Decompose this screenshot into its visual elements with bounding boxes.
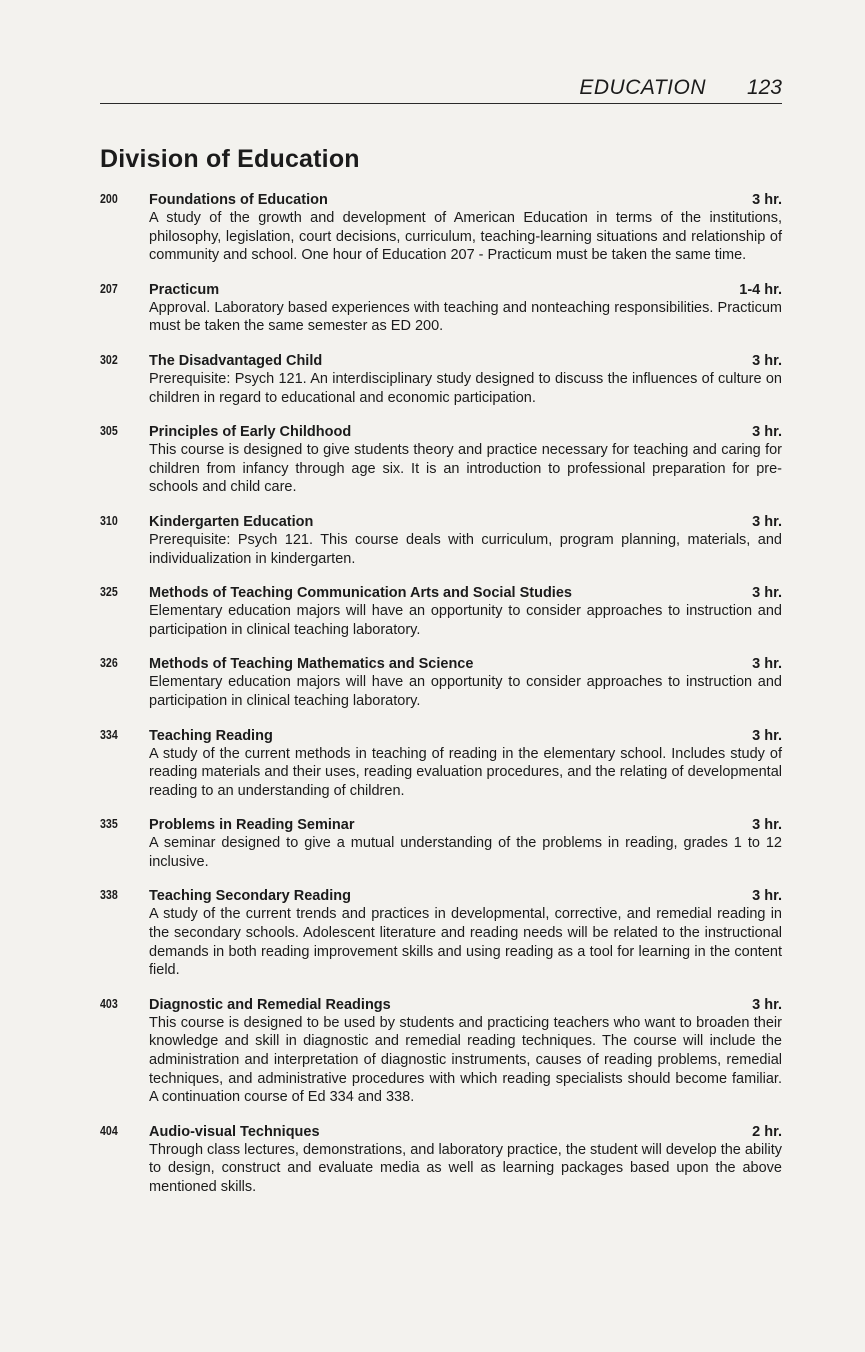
course-hours: 2 hr. xyxy=(752,1123,782,1140)
course-heading xyxy=(149,887,782,905)
course-hours: 3 hr. xyxy=(752,424,782,441)
course-number: 325 xyxy=(100,585,118,600)
course-number: 403 xyxy=(100,996,118,1011)
course-heading xyxy=(149,513,782,531)
running-header xyxy=(100,76,782,104)
page-number: 123 xyxy=(746,76,782,99)
course-description: A study of the growth and development of American Education in terms of the institutions, philosophy, legislation, court decisions, curriculum, teaching-learning situations and relationship of community and school. One hour of Education 207 - Practicum must be taken the same time. xyxy=(149,210,782,264)
course-number: 310 xyxy=(100,513,118,528)
course-description: Elementary education majors will have an opportunity to consider approaches to instruction and participation in clinical teaching laboratory. xyxy=(149,674,782,709)
course-number: 334 xyxy=(100,727,118,742)
course-heading xyxy=(149,352,782,370)
course-description: Approval. Laboratory based experiences with teaching and nonteaching responsibilities. Practicum must be taken the same semester as ED 200. xyxy=(149,299,782,335)
course-hours: 1-4 hr. xyxy=(739,281,782,298)
course-description: Prerequisite: Psych 121. This course deals with curriculum, program planning, materials, and individualization in kindergarten. xyxy=(149,531,782,567)
course-description: A study of the current methods in teaching of reading in the elementary school. Includes study of reading materials and their uses, reading evaluation procedures, and the relating of developmental reading to an understanding of children. xyxy=(149,745,782,799)
course-entry xyxy=(100,584,782,639)
course-title: Practicum xyxy=(149,281,220,298)
course-heading xyxy=(149,1123,782,1141)
course-entry xyxy=(100,191,782,265)
course-title: Diagnostic and Remedial Readings xyxy=(149,996,391,1013)
division-title: Division of Education xyxy=(100,145,360,173)
course-description: This course is designed to give students theory and practice necessary for teaching and caring for children from infancy through age six. It is an introduction to professional preparation for pre-schools and child care. xyxy=(149,442,782,496)
course-hours: 3 hr. xyxy=(752,352,782,369)
course-description: Elementary education majors will have an opportunity to consider approaches to instruction and participation in clinical teaching laboratory. xyxy=(149,603,782,638)
course-description: A study of the current trends and practices in developmental, corrective, and remedial reading in the secondary schools. Adolescent literature and reading needs will be related to the instructional demands in both reading improvement skills and using reading as a tool for learning in the content field. xyxy=(149,906,782,979)
course-hours: 3 hr. xyxy=(752,727,782,744)
course-title: Audio-visual Techniques xyxy=(149,1123,320,1140)
course-description: A seminar designed to give a mutual understanding of the problems in reading, grades 1 to 12 inclusive. xyxy=(149,835,782,870)
course-heading xyxy=(149,727,782,745)
course-entry xyxy=(100,655,782,710)
course-entry xyxy=(100,727,782,801)
course-entry xyxy=(100,352,782,407)
course-number: 335 xyxy=(100,817,118,832)
course-hours: 3 hr. xyxy=(752,585,782,602)
course-hours: 3 hr. xyxy=(752,513,782,530)
course-hours: 3 hr. xyxy=(752,656,782,673)
course-title: Methods of Teaching Mathematics and Science xyxy=(149,656,474,673)
course-entry xyxy=(100,887,782,979)
course-heading xyxy=(149,655,782,673)
course-number: 207 xyxy=(100,281,118,296)
course-heading xyxy=(149,996,782,1014)
course-hours: 3 hr. xyxy=(752,817,782,834)
course-hours: 3 hr. xyxy=(752,888,782,905)
course-description: Through class lectures, demonstrations, and laboratory practice, the student will develop the ability to design, construct and evaluate media as well as learning packages based upon the above mentioned skills. xyxy=(149,1141,782,1195)
course-entry xyxy=(100,996,782,1107)
course-description: Prerequisite: Psych 121. An interdisciplinary study designed to discuss the influences of culture on children in regard to educational and economic participation. xyxy=(149,370,782,406)
course-hours: 3 hr. xyxy=(752,996,782,1013)
course-number: 326 xyxy=(100,656,118,671)
course-number: 200 xyxy=(100,192,118,206)
course-entry xyxy=(100,513,782,568)
course-entry xyxy=(100,423,782,497)
course-number: 302 xyxy=(100,352,118,367)
course-entry xyxy=(100,1123,782,1197)
course-description: This course is designed to be used by students and practicing teachers who want to broaden their knowledge and skill in diagnostic and remedial reading techniques. The course will include the administration and interpretation of diagnostic instruments, causes of reading problems, remedial techniques, and administrative procedures with which reading specialists should become familiar. A continuation course of Ed 334 and 338. xyxy=(149,1014,782,1106)
course-list xyxy=(100,191,782,1213)
course-entry xyxy=(100,816,782,871)
course-title: Teaching Secondary Reading xyxy=(149,888,351,905)
course-heading xyxy=(149,584,782,602)
course-heading xyxy=(149,281,782,299)
course-title: Kindergarten Education xyxy=(149,513,314,530)
course-number: 404 xyxy=(100,1123,118,1138)
course-entry xyxy=(100,281,782,336)
course-title: Principles of Early Childhood xyxy=(149,424,352,441)
course-title: The Disadvantaged Child xyxy=(149,352,323,369)
course-number: 305 xyxy=(100,424,118,439)
course-heading xyxy=(149,423,782,441)
course-title: Methods of Teaching Communication Arts and Social Studies xyxy=(149,585,572,602)
course-title: Problems in Reading Seminar xyxy=(149,817,355,834)
course-hours: 3 hr. xyxy=(752,192,782,208)
section-title: EDUCATION xyxy=(579,76,706,99)
course-heading xyxy=(149,816,782,834)
course-title: Teaching Reading xyxy=(149,727,273,744)
course-heading xyxy=(149,191,782,209)
course-number: 338 xyxy=(100,888,118,903)
course-title: Foundations of Education xyxy=(149,192,328,208)
